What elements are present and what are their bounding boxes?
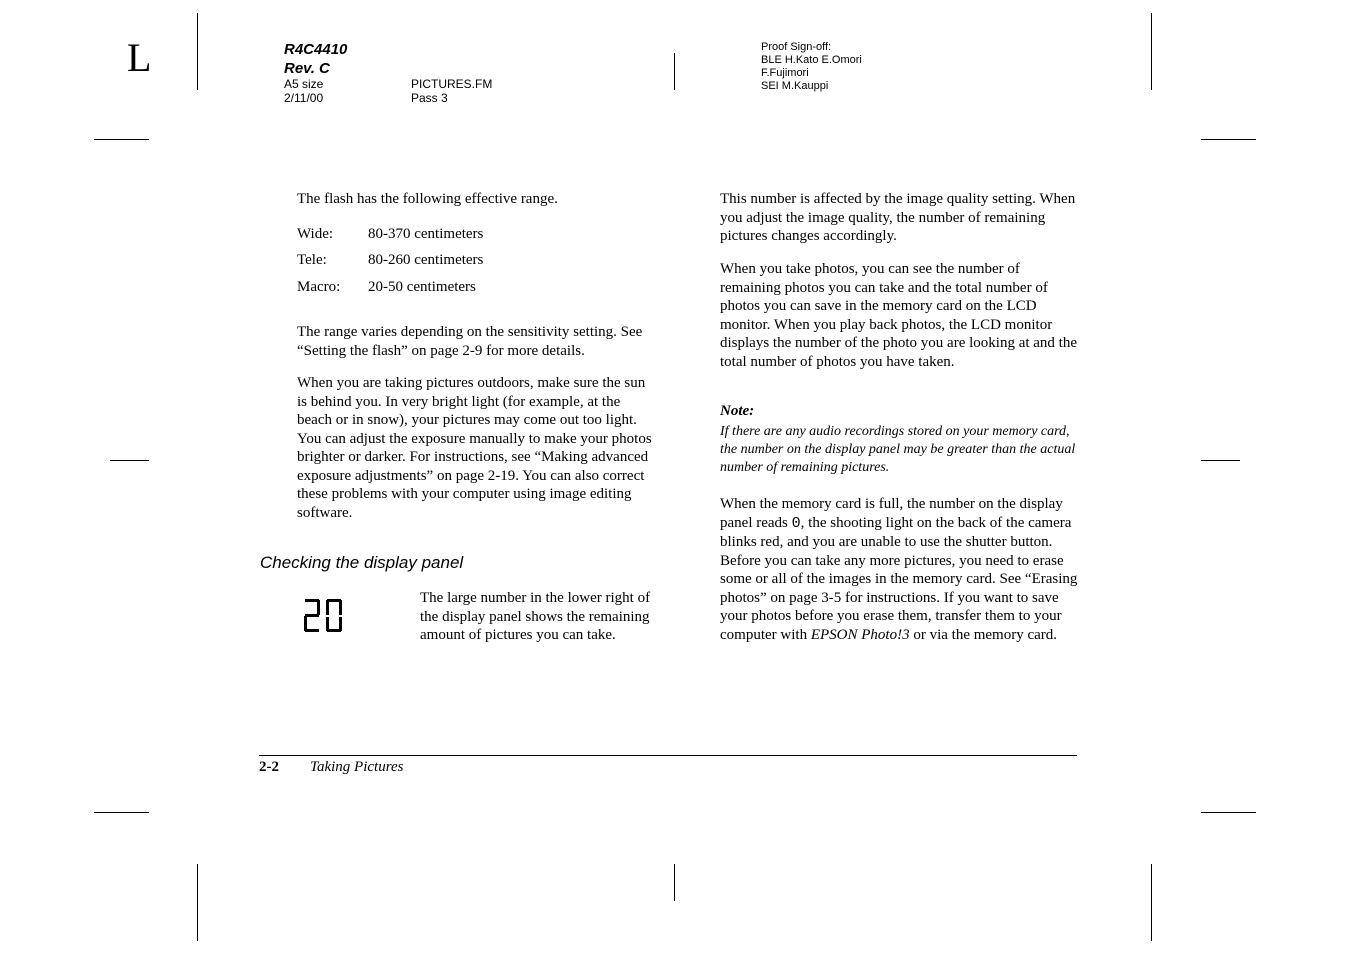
- note-text: If there are any audio recordings stored on your memory card, the number on the display panel may be greater than the actual number of remaining pictures.: [720, 424, 1076, 475]
- memory-full-paragraph: [720, 495, 1080, 644]
- range-label: Wide:: [297, 226, 334, 242]
- lcd-description: The large number in the lower right of the display panel shows the remaining amount of pictures you can take.: [420, 590, 651, 643]
- range-row-tele: [297, 252, 597, 272]
- flash-intro: The flash has the following effective range.: [297, 191, 558, 207]
- crop-mark: [94, 812, 149, 813]
- page-number: 2-2: [259, 759, 279, 775]
- header-date: 2/11/00: [284, 91, 324, 105]
- header-block: [284, 40, 664, 78]
- crop-mark: [1201, 460, 1240, 461]
- doc-id: R4C4410: [284, 41, 348, 58]
- note-title: Note:: [720, 403, 755, 419]
- section-heading: Checking the display panel: [260, 553, 464, 572]
- proof-line: BLE H.Kato E.Omori: [761, 54, 862, 66]
- range-value: 80-260 centimeters: [368, 252, 484, 268]
- crop-mark: [94, 139, 149, 140]
- crop-mark: [674, 53, 675, 90]
- range-paragraph: The range varies depending on the sensitivity setting. See “Setting the flash” on page 2-9 for more details.: [297, 324, 643, 359]
- revision: Rev. C: [284, 60, 330, 77]
- memory-full-text: When the memory card is full, the number on the display panel reads: [720, 496, 1063, 531]
- crop-mark: [110, 460, 149, 461]
- range-value: 20-50 centimeters: [368, 279, 476, 295]
- crop-mark-letter: L: [127, 35, 152, 80]
- lcd-monitor-paragraph: When you take photos, you can see the number of remaining photos you can take and the total number of photos you can save in the memory card on the LCD monitor. When you play back photos, the LCD monitor displays the number of the photo you are looking at and the total number of photos you have taken.: [720, 261, 1078, 370]
- range-value: 80-370 centimeters: [368, 226, 484, 242]
- crop-mark: [674, 864, 675, 901]
- crop-mark: [1151, 864, 1152, 941]
- lcd-digits-icon: [302, 598, 346, 634]
- crop-mark: [1151, 13, 1152, 90]
- range-label: Tele:: [297, 252, 327, 268]
- crop-mark: [1201, 139, 1256, 140]
- proof-line: SEI M.Kauppi: [761, 80, 829, 92]
- proof-signoff: [761, 41, 862, 93]
- crop-mark: [197, 864, 198, 941]
- range-row-wide: [297, 226, 597, 246]
- range-row-macro: [297, 279, 597, 299]
- memory-full-text: , the shooting light on the back of the camera blinks red, and you are unable to use the shutter button. Before you can take any more pictures, you need to erase some or all of the images in the memory card. See “Erasing photos” on page 3-5 for instructions. If you want to save your photos before you erase them, transfer them to your computer with: [720, 514, 1078, 643]
- crop-mark: [1201, 812, 1256, 813]
- memory-full-zero: 0: [791, 514, 801, 532]
- chapter-title: Taking Pictures: [310, 759, 404, 775]
- footer-rule: [259, 755, 1077, 756]
- proof-line: F.Fujimori: [761, 67, 809, 79]
- header-size: A5 size: [284, 77, 324, 91]
- quality-paragraph: This number is affected by the image quality setting. When you adjust the image quality, the number of remaining pictures changes accordingly.: [720, 191, 1076, 244]
- outdoor-paragraph: When you are taking pictures outdoors, make sure the sun is behind you. In very bright light (for example, at the beach or in snow), your pictures may come out too light. You can adjust the exposure manually to make your photos brighter or darker. For instructions, see “Making advanced exposure adjustments” on page 2-19. You can also correct these problems with your computer using image editing software.: [297, 375, 652, 521]
- crop-mark: [197, 13, 198, 90]
- range-label: Macro:: [297, 279, 341, 295]
- product-name: EPSON Photo!3: [810, 626, 910, 643]
- proof-line: Proof Sign-off:: [761, 41, 832, 53]
- memory-full-text: or via the memory card.: [909, 626, 1058, 643]
- header-pass: Pass 3: [411, 91, 448, 105]
- header-file: PICTURES.FM: [411, 77, 493, 91]
